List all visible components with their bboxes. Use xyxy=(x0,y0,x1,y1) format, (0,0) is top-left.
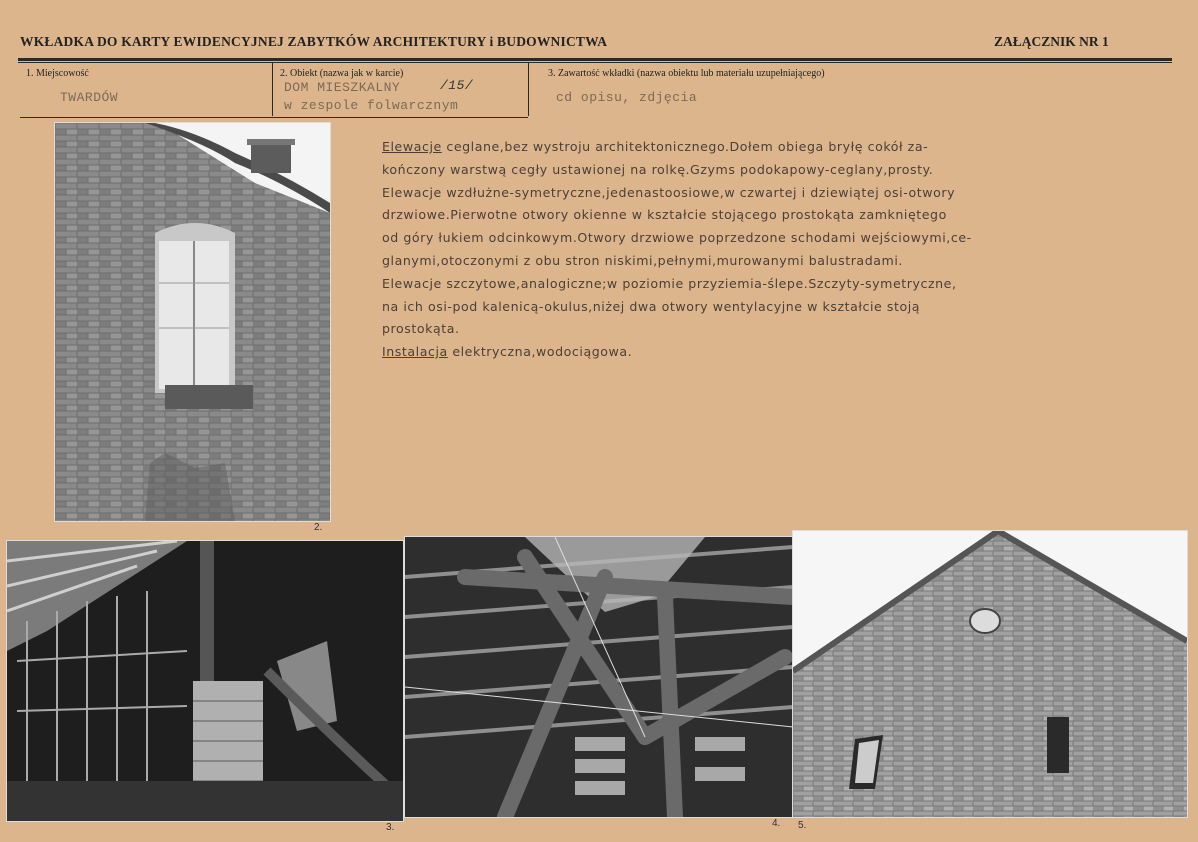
description-text: Elewacje szczytowe,analogiczne;w poziomie przyziemia-ślepe.Szczyty-symetryczne, xyxy=(382,275,957,291)
description-text: kończony warstwą cegły ustawionej na rolkę.Gzyms podokapowy-ceglany,prosty. xyxy=(382,161,934,177)
description-text: glanymi,otoczonymi z obu stron niskimi,pełnymi,murowanymi balustradami. xyxy=(382,252,903,268)
sheet-title: WKŁADKA DO KARTY EWIDENCYJNEJ ZABYTKÓW ARCHITEKTURY i BUDOWNICTWA xyxy=(20,34,608,49)
description-line xyxy=(382,341,1192,364)
photo-number: 2. xyxy=(314,522,323,533)
photo-gable xyxy=(792,530,1188,818)
description-text: na ich osi-pod kalenicą-okulus,niżej dwa otwory wentylacyjne w kształcie stoją xyxy=(382,298,921,314)
description-line xyxy=(382,273,1192,296)
photo-number: 4. xyxy=(772,818,781,829)
photo-roof-truss xyxy=(404,536,794,818)
description-heading: Instalacja xyxy=(382,344,448,360)
description-line xyxy=(382,204,1192,227)
description-line xyxy=(382,250,1192,273)
locality-label: 1. Miejscowość xyxy=(26,68,89,79)
description-line xyxy=(382,136,1192,159)
description-text: od góry łukiem odcinkowym.Otwory drzwiowe poprzedzone schodami wejściowymi,ce- xyxy=(382,230,972,246)
header-rule xyxy=(18,58,1172,61)
column-divider xyxy=(528,62,529,116)
contents-label: 3. Zawartość wkładki (nazwa obiektu lub materiału uzupełniającego) xyxy=(548,68,825,79)
description-line xyxy=(382,318,1192,341)
photo-facade-window xyxy=(54,122,331,522)
header-rule-thin xyxy=(18,62,1172,63)
typed-description xyxy=(382,136,1192,364)
description-line xyxy=(382,159,1192,182)
fields-rule xyxy=(20,117,528,118)
description-text: ceglane,bez wystroju architektonicznego.Dołem obiega bryłę cokół za- xyxy=(441,139,929,154)
description-line xyxy=(382,227,1192,250)
object-label: 2. Obiekt (nazwa jak w karcie) xyxy=(280,68,404,79)
description-text: elektryczna,wodociągowa. xyxy=(447,344,633,360)
description-text: drzwiowe.Pierwotne otwory okienne w kształcie stojącego prostokąta zamkniętego xyxy=(382,207,947,223)
contents-value: cd opisu, zdjęcia xyxy=(556,90,698,105)
photo-number: 5. xyxy=(798,820,807,831)
description-text: prostokąta. xyxy=(382,321,460,337)
photo-number: 3. xyxy=(386,822,395,833)
annex-number: ZAŁĄCZNIK NR 1 xyxy=(994,34,1109,49)
description-line xyxy=(382,182,1192,205)
photo-attic-interior xyxy=(6,540,404,822)
description-text: Elewacje wzdłużne-symetryczne,jedenastoosiowe,w czwartej i dziewiątej osi-otwory xyxy=(382,184,956,200)
description-heading: Elewacje xyxy=(382,139,442,154)
description-line xyxy=(382,296,1192,319)
locality-value: TWARDÓW xyxy=(60,90,119,105)
object-value: DOM MIESZKALNY xyxy=(284,80,401,95)
object-number: /15/ xyxy=(440,78,474,93)
object-value-complex: w zespole folwarcznym xyxy=(284,98,459,113)
column-divider xyxy=(272,62,273,116)
